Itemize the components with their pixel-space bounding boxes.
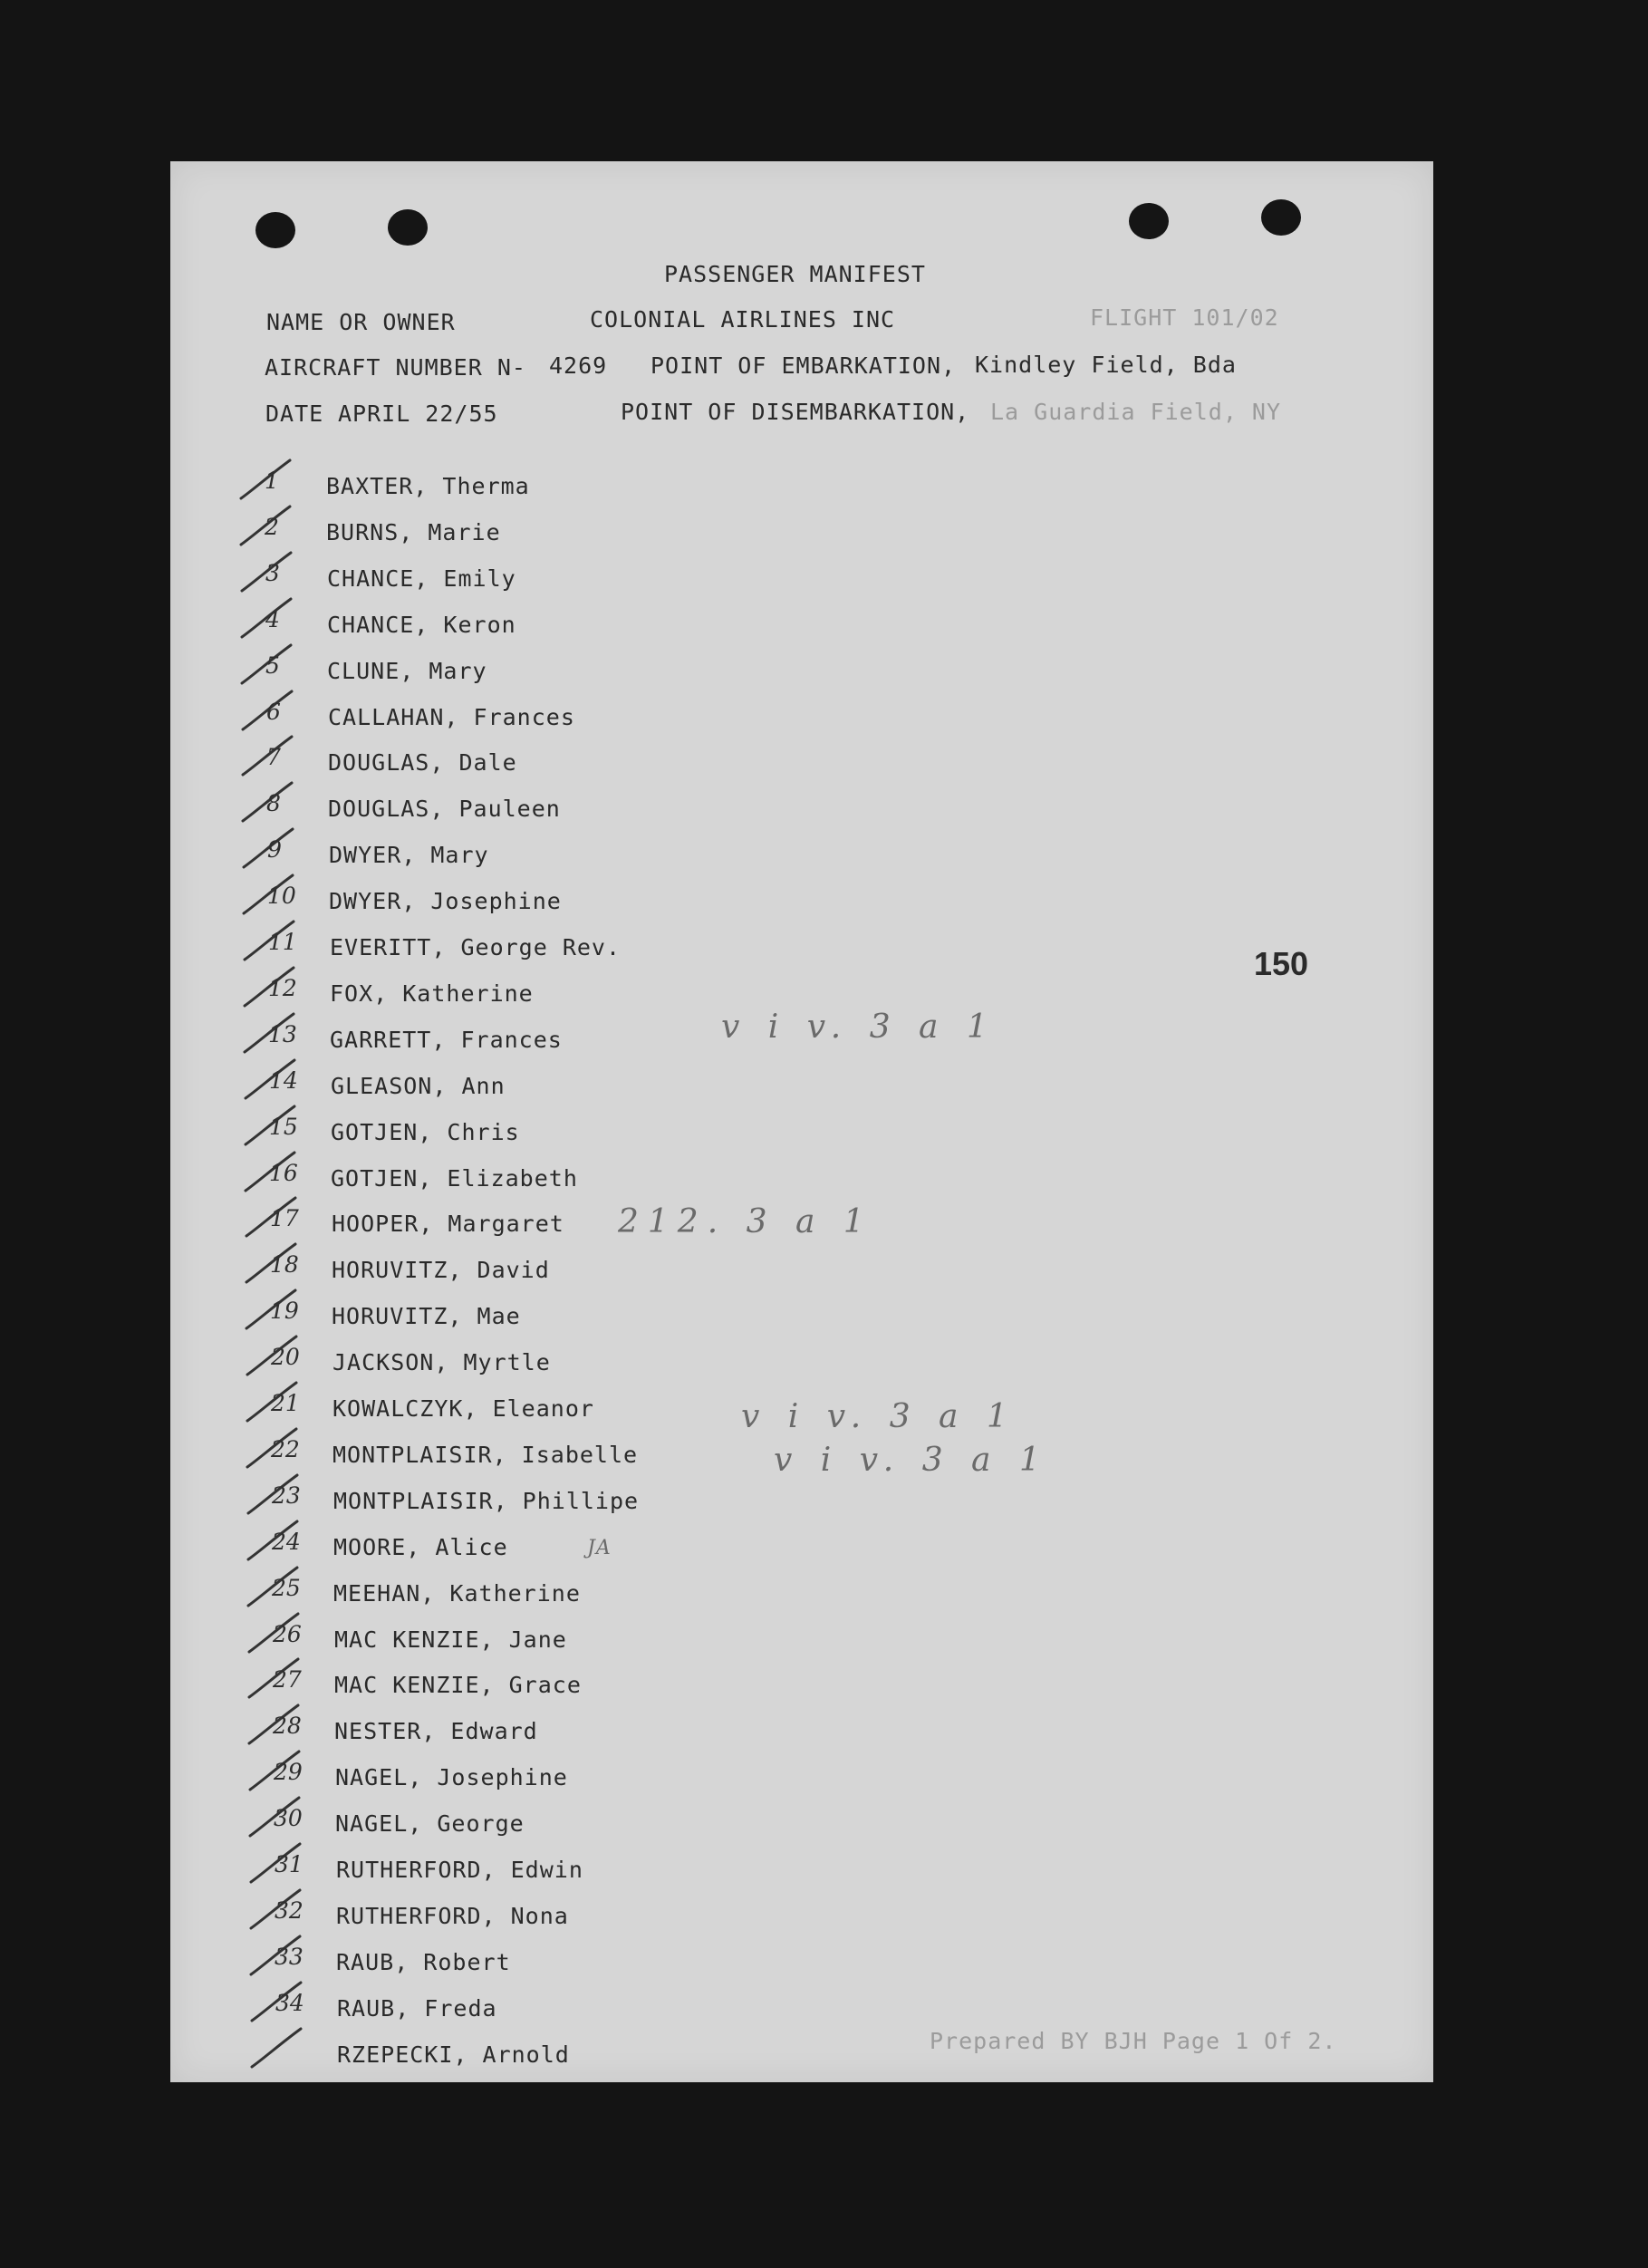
passenger-number: 14	[269, 1067, 298, 1094]
passenger-number: 19	[270, 1298, 299, 1324]
passenger-name: NAGEL, Josephine	[335, 1764, 568, 1790]
passenger-number: 3	[265, 560, 280, 586]
passenger-name: DOUGLAS, Dale	[328, 749, 517, 776]
prepared-by: Prepared BY BJH Page 1 Of 2.	[930, 2028, 1337, 2054]
passenger-name: MOORE, Alice	[333, 1534, 508, 1560]
passenger-name: HORUVITZ, David	[332, 1257, 550, 1283]
note-moore: JA	[587, 1537, 612, 1559]
note-hooper: 212. 3 a 1	[618, 1203, 873, 1240]
note-garrett: v i v. 3 a 1	[721, 1009, 997, 1046]
page-stamp-number: 150	[1254, 945, 1309, 982]
disembarkation-value: La Guardia Field, NY	[990, 399, 1282, 425]
passenger-number: 5	[265, 652, 280, 679]
passenger-name: MEEHAN, Katherine	[333, 1580, 581, 1607]
passenger-row	[170, 1529, 1433, 1570]
passenger-name: NESTER, Edward	[334, 1718, 538, 1744]
passenger-number: 34	[275, 1990, 304, 2016]
passenger-row	[170, 1759, 1433, 1800]
passenger-number: 33	[275, 1944, 304, 1970]
passenger-row	[170, 836, 1433, 878]
passenger-name: DWYER, Mary	[329, 842, 489, 868]
passenger-number: 1	[265, 468, 279, 494]
passenger-number: 20	[271, 1344, 300, 1370]
passenger-name: HORUVITZ, Mae	[332, 1303, 521, 1329]
owner-value: COLONIAL AIRLINES INC	[590, 306, 896, 333]
passenger-name: GARRETT, Frances	[330, 1027, 563, 1053]
passenger-row	[170, 1251, 1433, 1293]
passenger-number: 17	[270, 1205, 299, 1231]
passenger-name: JACKSON, Myrtle	[332, 1349, 551, 1375]
passenger-name: DOUGLAS, Pauleen	[328, 796, 561, 822]
passenger-number: 24	[272, 1529, 301, 1555]
passenger-number: 31	[275, 1851, 304, 1877]
passenger-number: 18	[270, 1251, 299, 1278]
passenger-name: RAUB, Robert	[336, 1949, 511, 1975]
passenger-number: 28	[273, 1713, 302, 1739]
passenger-name: DWYER, Josephine	[329, 888, 562, 914]
passenger-row	[170, 1851, 1433, 1893]
passenger-name: RZEPECKI, Arnold	[337, 2041, 570, 2068]
passenger-number: 8	[266, 790, 281, 816]
passenger-name: BAXTER, Therma	[326, 473, 530, 499]
aircraft-label: AIRCRAFT NUMBER N-	[265, 354, 526, 381]
date-value: APRIL 22/55	[338, 401, 498, 427]
passenger-row	[170, 1067, 1433, 1109]
disembarkation-label: POINT OF DISEMBARKATION,	[621, 399, 970, 425]
passenger-number: 23	[272, 1482, 301, 1509]
passenger-row	[170, 468, 1433, 509]
passenger-number: 9	[267, 836, 282, 863]
passenger-row	[170, 929, 1433, 970]
passenger-number: 32	[275, 1897, 304, 1924]
passenger-number: 2	[265, 514, 279, 540]
passenger-number: 11	[268, 929, 297, 955]
manifest-title: PASSENGER MANIFEST	[664, 261, 926, 287]
date-label: DATE	[265, 401, 324, 427]
passenger-name: RUTHERFORD, Edwin	[336, 1857, 583, 1883]
passenger-row	[170, 514, 1433, 555]
embarkation-value: Kindley Field, Bda	[975, 352, 1237, 378]
passenger-number: 10	[267, 883, 296, 909]
embarkation-label: POINT OF EMBARKATION,	[651, 352, 957, 379]
passenger-name: FOX, Katherine	[330, 980, 534, 1007]
passenger-number: 29	[274, 1759, 303, 1785]
passenger-name: MONTPLAISIR, Phillipe	[333, 1488, 640, 1514]
passenger-name: NAGEL, George	[335, 1810, 525, 1837]
passenger-row	[170, 1344, 1433, 1385]
passenger-row	[170, 1666, 1433, 1708]
passenger-row	[170, 883, 1433, 924]
passenger-name: CHANCE, Keron	[327, 612, 516, 638]
manifest-page	[170, 161, 1433, 2082]
passenger-row	[170, 1114, 1433, 1155]
passenger-row	[170, 560, 1433, 602]
passenger-number: 25	[272, 1575, 301, 1601]
passenger-row	[170, 790, 1433, 832]
owner-label: NAME OR OWNER	[266, 309, 456, 335]
passenger-number: 13	[268, 1021, 297, 1047]
passenger-name: GOTJEN, Chris	[331, 1119, 520, 1145]
passenger-name: MAC KENZIE, Jane	[334, 1626, 567, 1653]
passenger-row	[170, 1482, 1433, 1524]
note-kowalczyk: v i v. 3 a 1	[741, 1398, 1017, 1435]
passenger-name: MONTPLAISIR, Isabelle	[332, 1442, 639, 1468]
passenger-row	[170, 1160, 1433, 1202]
passenger-row	[170, 606, 1433, 648]
passenger-row	[170, 1298, 1433, 1339]
punch-hole-4	[1261, 199, 1301, 236]
flight-number: FLIGHT 101/02	[1090, 304, 1279, 331]
passenger-name: CHANCE, Emily	[327, 565, 516, 592]
passenger-row	[170, 699, 1433, 740]
passenger-row	[170, 1990, 1433, 2032]
passenger-number: 26	[273, 1621, 302, 1647]
passenger-name: RAUB, Freda	[337, 1995, 497, 2022]
passenger-number: 15	[269, 1114, 298, 1140]
punch-hole-1	[255, 212, 295, 248]
passenger-number: 7	[266, 744, 281, 770]
check-mark-icon	[246, 2025, 310, 2076]
punch-hole-2	[388, 209, 428, 246]
passenger-name: GOTJEN, Elizabeth	[331, 1165, 578, 1192]
passenger-row	[170, 1897, 1433, 1939]
passenger-name: BURNS, Marie	[326, 519, 501, 545]
passenger-name: EVERITT, George Rev.	[330, 934, 622, 960]
passenger-name: RUTHERFORD, Nona	[336, 1903, 569, 1929]
passenger-row	[170, 1621, 1433, 1663]
passenger-number: 12	[268, 975, 297, 1001]
passenger-row	[170, 1805, 1433, 1847]
punch-hole-3	[1129, 203, 1169, 239]
passenger-number: 4	[265, 606, 280, 632]
passenger-number: 22	[271, 1436, 300, 1462]
passenger-name: CLUNE, Mary	[327, 658, 487, 684]
passenger-number: 6	[266, 699, 281, 725]
passenger-name: GLEASON, Ann	[331, 1073, 506, 1099]
passenger-row	[170, 1713, 1433, 1754]
passenger-name: MAC KENZIE, Grace	[334, 1672, 582, 1698]
passenger-number: 30	[274, 1805, 303, 1831]
passenger-row	[170, 652, 1433, 694]
passenger-name: KOWALCZYK, Eleanor	[332, 1395, 594, 1422]
passenger-name: CALLAHAN, Frances	[328, 704, 575, 730]
note-montplaisir: v i v. 3 a 1	[774, 1442, 1049, 1479]
passenger-number: 27	[273, 1666, 302, 1693]
passenger-row	[170, 1575, 1433, 1617]
aircraft-number: 4269	[549, 352, 608, 379]
passenger-row	[170, 1944, 1433, 1985]
passenger-name: HOOPER, Margaret	[332, 1211, 564, 1237]
passenger-number: 21	[271, 1390, 300, 1416]
passenger-number: 16	[269, 1160, 298, 1186]
passenger-row	[170, 744, 1433, 786]
